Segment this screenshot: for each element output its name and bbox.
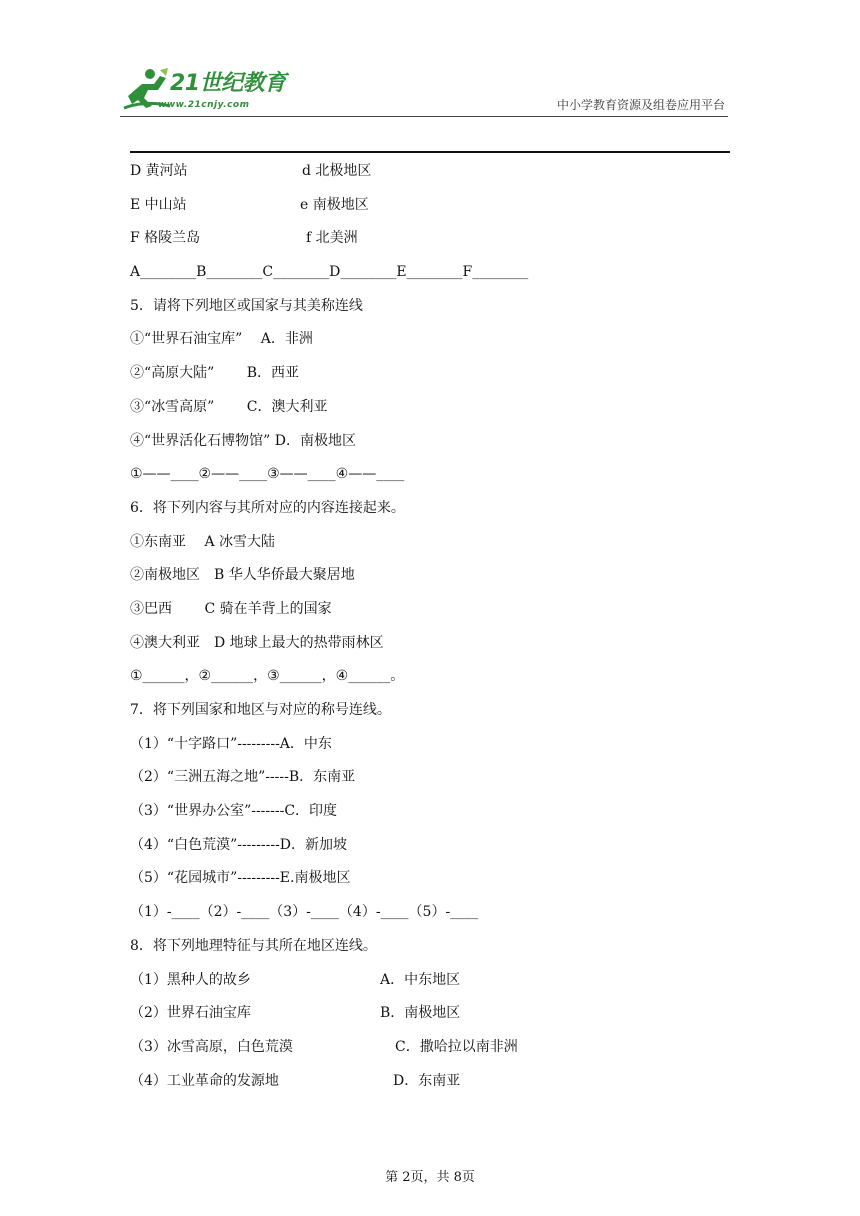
line-text: ④澳大利亚 D 地球上最大的热带雨林区 (130, 634, 384, 651)
line-text: （3）冰雪高原，白色荒漠 (130, 1038, 293, 1055)
line-text: ①东南亚 A 冰雪大陆 (130, 533, 276, 550)
line-text: （2）世界石油宝库 (130, 1005, 251, 1022)
document-line (130, 598, 750, 632)
page-header (0, 0, 860, 160)
document-line (130, 969, 750, 1003)
header-rule (120, 116, 728, 117)
line-text: （2）“三洲五海之地”-----B．东南亚 (130, 769, 356, 786)
line-text: 6．将下列内容与其所对应的内容连接起来。 (130, 499, 405, 516)
document-line (130, 800, 750, 834)
platform-title: 中小学教育资源及组卷应用平台 (556, 98, 725, 112)
document-line (130, 463, 750, 497)
line-answer-column: B．南极地区 (380, 1005, 461, 1022)
line-text: ②“高原大陆” B．西亚 (130, 365, 300, 382)
page-number: 第 2页，共 8页 (385, 1170, 475, 1185)
document-line (130, 430, 750, 464)
document-line (130, 362, 750, 396)
document-line (130, 396, 750, 430)
logo-url: www.21cnjy.com (158, 100, 250, 110)
line-text: （4）“白色荒漠”---------D．新加坡 (130, 836, 348, 853)
document-line (130, 901, 750, 935)
line-text: D 黄河站 (130, 163, 188, 179)
line-text: （1）黑种人的故乡 (130, 971, 251, 988)
line-text: E 中山站 (130, 196, 187, 213)
line-answer-column: f 北美洲 (306, 230, 358, 247)
line-text: A________B________C________D________E________F________ (130, 264, 529, 281)
line-text: ③巴西 C 骑在羊背上的国家 (130, 600, 332, 617)
line-answer-column: C．撒哈拉以南非洲 (395, 1038, 518, 1055)
document-line (130, 699, 750, 733)
content-top-rule (130, 151, 730, 153)
line-text: （5）“花园城市”---------E.南极地区 (130, 870, 351, 887)
document-line (130, 665, 750, 699)
line-answer-column: D．东南亚 (393, 1072, 461, 1089)
line-text: ①______，②______，③______，④______。 (130, 668, 405, 685)
document-line (130, 632, 750, 666)
line-answer-column: d 北极地区 (302, 163, 372, 179)
line-text: ②南极地区 B 华人华侨最大聚居地 (130, 567, 355, 584)
document-line (130, 328, 750, 362)
document-line (130, 867, 750, 901)
line-answer-column: e 南极地区 (300, 196, 369, 213)
document-line (130, 261, 750, 295)
document-line (130, 935, 750, 969)
document-body (130, 160, 750, 1103)
line-text: ①——____②——____③——____④——____ (130, 466, 405, 483)
document-line (130, 733, 750, 767)
site-logo (120, 66, 300, 118)
document-line (130, 497, 750, 531)
line-text: 8．将下列地理特征与其所在地区连线。 (130, 937, 377, 954)
line-text: ①“世界石油宝库” A．非洲 (130, 331, 313, 348)
line-text: ③“冰雪高原” C．澳大利亚 (130, 398, 328, 415)
document-line (130, 766, 750, 800)
line-text: （3）“世界办公室”-------C．印度 (130, 803, 338, 820)
document-line (130, 1036, 750, 1070)
line-text: 7．将下列国家和地区与对应的称号连线。 (130, 702, 391, 718)
line-text: （4）工业革命的发源地 (130, 1072, 279, 1089)
line-text: F 格陵兰岛 (130, 230, 201, 247)
document-line (130, 564, 750, 598)
document-line (130, 227, 750, 261)
line-answer-column: A．中东地区 (380, 971, 461, 988)
document-line (130, 1002, 750, 1036)
logo-text: 21世纪教育 (170, 71, 286, 96)
document-line (130, 834, 750, 868)
document-line (130, 1070, 750, 1104)
document-line (130, 194, 750, 228)
line-text: （1）-____（2）-____（3）-____（4）-____（5）-____ (130, 904, 479, 921)
line-text: （1）“十字路口”---------A．中东 (130, 735, 332, 752)
line-text: ④“世界活化石博物馆” D．南极地区 (130, 432, 356, 449)
document-line (130, 160, 750, 194)
document-line (130, 295, 750, 329)
line-text: 5．请将下列地区或国家与其美称连线 (130, 297, 363, 314)
document-line (130, 531, 750, 565)
